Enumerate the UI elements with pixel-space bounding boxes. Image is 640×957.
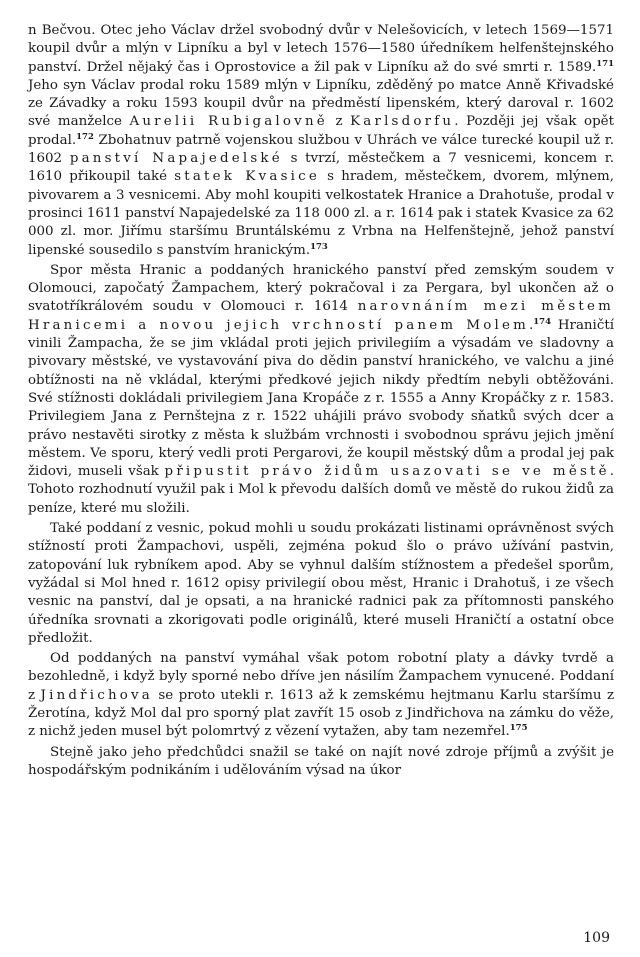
- emphasis-spaced: Karlsdorfu: [350, 114, 455, 130]
- footnote-ref: 174: [533, 316, 552, 327]
- footnote-ref: 171: [596, 58, 614, 69]
- text-run: Od poddaných na panství vymáhal však potom robotní platy a dávky tvrdě a bezohledně, i když byly sporné nebo dříve jen násilím Žampachem vynucené. Poddaní z: [28, 651, 614, 703]
- paragraph: [28, 744, 614, 781]
- emphasis-spaced: Jindřichova: [40, 687, 153, 703]
- paragraph: [28, 22, 614, 260]
- footnote-ref: 173: [310, 241, 328, 252]
- text-run: Hraničtí vinili Žampacha, že se jim vkládal proti jejich privilegiím a výsadám ve sladovny a pivovary městské, ve vystavování piva do dědin panství hranického, ve valchu a jiné obtížnosti na ně vkládal, kterými předkové jejich nikdy předtím nebyli obtěžováni. Své stížnosti dokládali privilegiem Jana Kropáče z r. 1555 a Anny Kropáčky z r. 1583. Privilegiem Jana z Pernštejna z r. 1522 uhájili právo svobody sňatků svých dcer a právo nestavěti sirotky z města k službám vrchnosti i svobodnou správu jejich jmění městem. Ve sporu, který vedli proti Pergarovi, že koupil městský dům a prodal jej pak židovi, museli však: [28, 317, 614, 480]
- text-run: Také poddaní z vesnic, pokud mohli u soudu prokázati listinami oprávněnost svých stížností proti Žampachovi, uspěli, zejména pokud šlo o právo užívání pastvin, zatopování luk rybníkem apod. Aby se vyhnul dalším stížnostem a předešel sporům, vyžádal si Mol hned r. 1612 opisy privilegií obou měst, Hranic i Drahotuš, i ze všech vesnic na panství, dal je opsati, a na hranické radnici pak za přítomnosti panského úředníka srovnati a zkorigovati podle originálů, které museli Hraničtí a ostatní obce předložit.: [28, 521, 614, 646]
- text-run: se proto utekli r. 1613 až k zemskému hejtmanu Karlu staršímu z Žerotína, když Mol dal pro sporný plat zavřít 15 osob z Jindřichova na zámku do věže, z nichž jeden musel být polomrtvý z vězení vytažen, aby tam nezemřel.: [28, 687, 615, 740]
- emphasis-spaced: Aurelii Rubigalovně: [129, 114, 328, 130]
- text-run: . Tohoto rozhodnutí využil pak i Mol k převodu dalších domů ve městě do rukou židů za peníze, které mu složili.: [28, 464, 614, 516]
- footnote-ref: 175: [509, 723, 528, 734]
- paragraph: [28, 650, 614, 741]
- page-number: 109: [583, 930, 610, 946]
- emphasis-spaced: připustit právo židům usazovati se ve městě: [164, 464, 610, 480]
- paragraph: [28, 520, 614, 648]
- text-run: Stejně jako jeho předchůdci snažil se také on najít nové zdroje příjmů a zvýšit je hospodářským podnikáním i udělováním výsad na úkor: [28, 744, 614, 778]
- text-run: z: [327, 114, 351, 130]
- page-body: [28, 22, 614, 782]
- emphasis-spaced: narovnáním mezi městem Hranicemi a novou jejich vrchností panem Molem: [28, 299, 615, 333]
- text-run: .: [529, 317, 534, 333]
- text-run: s hradem, městečkem, dvorem, mlýnem, pivovarem a 3 vesnicemi. Aby mohl koupiti velkostatek Hranice a Drahotuše, prodal v prosinci 1611 panství Napajedelské za 118 000 zl. a r. 1614 pak i statek Kvasice za 62 000 zl. mor. Jiřímu staršímu Bruntálskému z Vrbna na Helfenštejně, jehož panství lipenské sousedilo s panstvím hranickým.: [28, 169, 614, 258]
- footnote-ref: 172: [76, 131, 94, 142]
- text-run: Jeho syn Václav prodal roku 1589 mlýn v Lipníku, zděděný po matce Anně Křivadské ze Závadky a roku 1593 koupil dvůr na předměstí lipenském, který daroval r. 1602 své manželce: [28, 77, 614, 130]
- emphasis-spaced: panství Napajedelské: [69, 151, 283, 167]
- emphasis-spaced: statek Kvasice: [174, 169, 320, 185]
- text-run: Zbohatnuv patrně vojenskou službou v Uhrách ve válce turecké koupil už r. 1602: [28, 132, 614, 167]
- text-run: Spor města Hranic a poddaných hranického panství před zemským soudem v Olomouci, započatý Žampachem, který pokračoval i za Pergara, byl ukončen až o svatotříkrálovém soudu v Olomouci r. 1614: [28, 262, 614, 315]
- text-run: n Bečvou. Otec jeho Václav držel svobodný dvůr v Nelešovicích, v letech 1569—1571 koupil dvůr a mlýn v Lipníku a byl v letech 1576—1580 úředníkem helfenštejnského panství. Držel nějaký čas i Oprostovice a žil pak v Lipníku až do své smrti r. 1589.: [28, 23, 614, 75]
- text-run: s tvrzí, městečkem a 7 vesnicemi, koncem r. 1610 přikoupil také: [28, 151, 614, 185]
- paragraph: [28, 262, 614, 518]
- text-run: . Později jej však opět prodal.: [28, 114, 614, 148]
